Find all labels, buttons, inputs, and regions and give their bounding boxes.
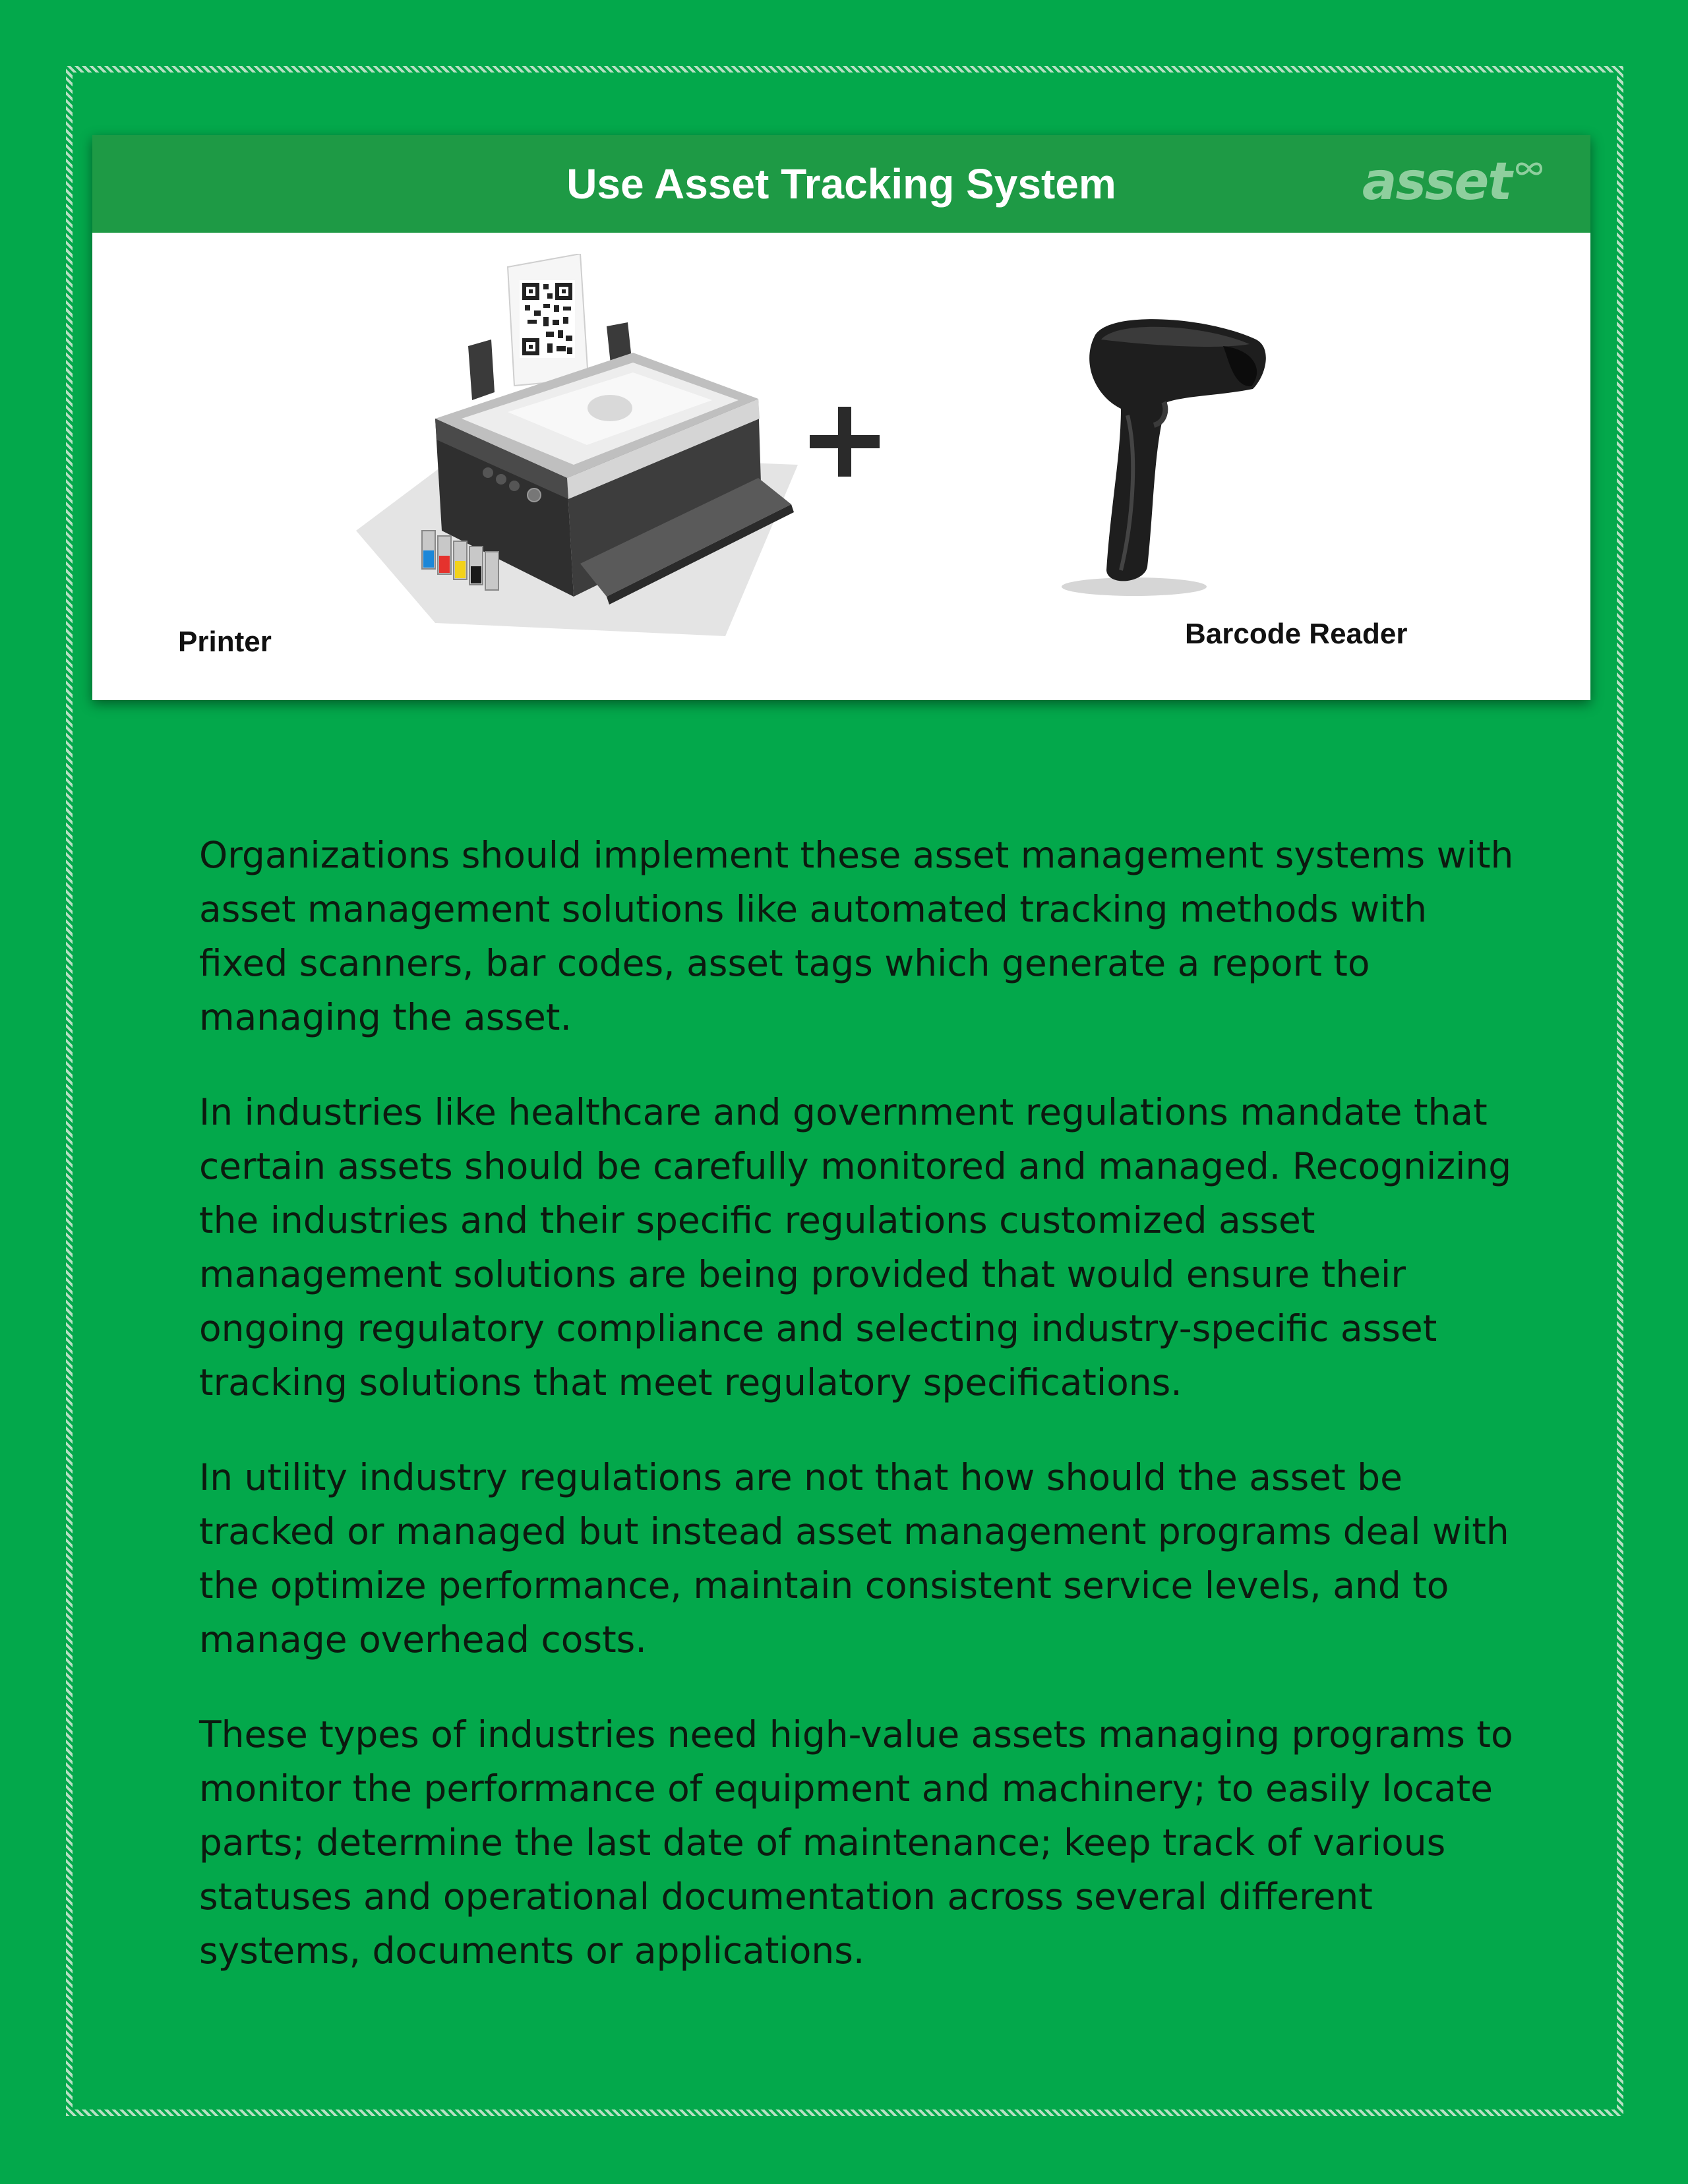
barcode-reader-label: Barcode Reader [1185,618,1408,650]
paragraph: In utility industry regulations are not that how should the asset be tracked or managed but instead asset management programs deal with the optimize performance, maintain consistent service levels, and to manage overhead costs. [199,1456,1509,1661]
asset-logo [1362,152,1544,218]
plus-icon [802,399,888,485]
paragraph: Organizations should implement these asset management systems with asset management solutions like automated tracking methods with fixed scanners, bar codes, asset tags which generate a report to managing the asset. [199,834,1514,1038]
paragraph: In industries like healthcare and government regulations mandate that certain assets should be carefully monitored and managed. Recognizing the industries and their specific regulations customized asset management solutions are being provided that would ensure their ongoing regulatory compliance and selecting industry-specific asset tracking solutions that meet regulatory specifications. [199,1091,1512,1403]
article-body [199,828,1518,2019]
infinity-icon [1514,159,1544,179]
banner-card [92,135,1590,700]
printer-icon [356,254,804,636]
paragraph: These types of industries need high-value assets managing programs to monitor the performance of equipment and machinery; to easily locate parts; determine the last date of maintenance; keep track of various statuses and operational documentation across several different systems, documents or applications. [199,1713,1513,1972]
logo-text: asset [1362,152,1511,212]
printer-label: Printer [178,626,272,658]
banner-title: Use Asset Tracking System [566,160,1116,208]
barcode-scanner-icon [1055,310,1345,600]
qr-code-icon [508,254,588,386]
